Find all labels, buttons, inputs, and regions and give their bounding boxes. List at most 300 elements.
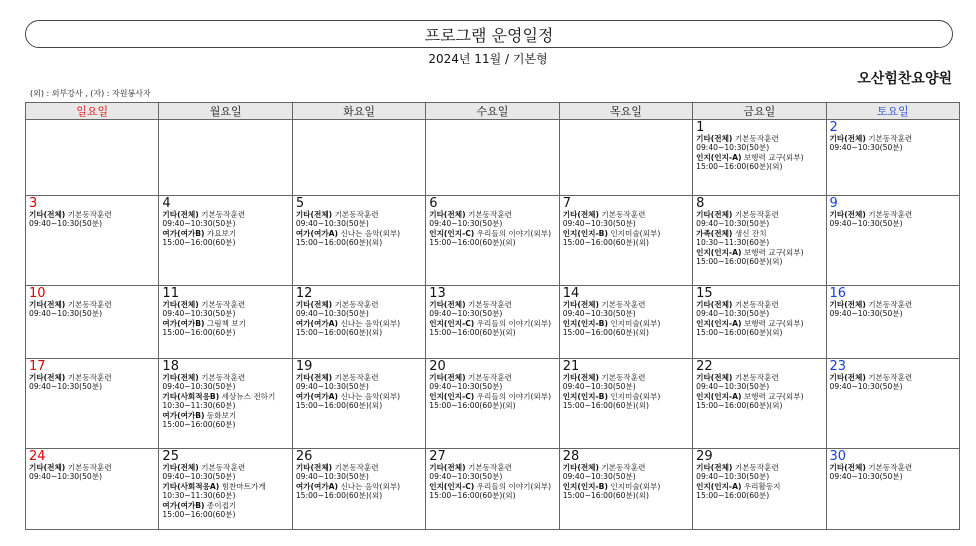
schedule-event [696, 300, 822, 319]
page-title: 프로그램 운영일정 [424, 25, 554, 45]
schedule-event [162, 411, 288, 430]
event-name: 기본동작훈련 [734, 373, 779, 382]
event-time: 15:00~16:00(60분)(외) [295, 401, 383, 411]
event-category: 인지(인지-A) [696, 481, 742, 491]
event-name: 기본동작훈련 [868, 210, 913, 219]
event-time: 15:00~16:00(60분) [696, 491, 770, 501]
event-time: 09:40~10:30(50분) [295, 382, 369, 392]
schedule-event [429, 210, 555, 229]
calendar-day-cell [159, 286, 292, 359]
calendar-day-cell [826, 449, 959, 530]
event-name: 보행력 교구(외부) [743, 247, 804, 257]
event-category: 인지(인지-C) [429, 318, 475, 328]
schedule-event [29, 210, 155, 229]
day-number: 11 [162, 286, 179, 301]
event-time: 15:00~16:00(60분)(외) [429, 401, 516, 411]
schedule-event [429, 229, 555, 248]
event-name: 기본동작훈련 [868, 134, 913, 143]
calendar-day-cell [292, 359, 425, 449]
event-category: 기타(전체) [696, 373, 733, 382]
calendar-day-cell [426, 449, 559, 530]
event-name: 기본동작훈련 [334, 300, 379, 309]
event-time: 15:00~16:00(60분) [162, 510, 236, 520]
event-category: 기타(전체) [829, 134, 866, 143]
event-time: 09:40~10:30(50분) [295, 472, 369, 482]
event-name: 생신 잔치 [734, 228, 767, 238]
event-category: 기타(전체) [295, 300, 333, 309]
event-time: 15:00~16:00(60분)(외) [562, 238, 650, 248]
event-category: 기타(전체) [29, 373, 66, 382]
calendar-day-cell [559, 286, 692, 359]
event-name: 기본동작훈련 [467, 373, 512, 382]
event-category: 여가(여가B) [162, 318, 205, 328]
weekday-header: 화요일 [292, 103, 425, 120]
event-category: 기타(전체) [829, 300, 866, 309]
event-category: 인지(인지-C) [429, 481, 475, 491]
weekday-header: 수요일 [426, 103, 559, 120]
event-name: 기본동작훈련 [601, 300, 646, 309]
calendar-week-row [26, 286, 960, 359]
event-time: 10:30~11:30(60분) [162, 491, 236, 501]
day-number: 7 [562, 196, 571, 211]
schedule-event [429, 482, 555, 501]
weekday-header: 일요일 [26, 103, 159, 120]
event-category: 기타(전체) [429, 210, 466, 219]
calendar-day-cell [693, 120, 826, 196]
schedule-event [563, 229, 689, 248]
day-number: 30 [829, 449, 847, 464]
event-name: 기본동작훈련 [67, 463, 112, 472]
event-time: 09:40~10:30(50분) [562, 382, 636, 392]
event-name: 신나는 음악(외부) [340, 481, 401, 491]
schedule-event [696, 319, 822, 338]
schedule-event [696, 482, 822, 501]
schedule-event [563, 392, 689, 411]
day-number: 21 [562, 359, 580, 374]
event-time: 15:00~16:00(60분)(외) [696, 257, 783, 267]
event-category: 인지(인지-C) [429, 228, 475, 238]
day-number: 28 [562, 449, 580, 464]
event-time: 09:40~10:30(50분) [162, 382, 236, 392]
event-time: 15:00~16:00(60분)(외) [429, 328, 516, 338]
schedule-event [696, 210, 822, 229]
schedule-event [29, 463, 155, 482]
event-time: 09:40~10:30(50분) [829, 472, 903, 482]
event-name: 우리들의 이야기(외부) [476, 228, 552, 238]
calendar-day-cell [559, 196, 692, 286]
calendar-day-cell [559, 359, 692, 449]
event-name: 기본동작훈련 [67, 373, 112, 382]
event-time: 09:40~10:30(50분) [162, 309, 236, 319]
event-name: 인지미술(외부) [610, 481, 661, 491]
event-name: 기본동작훈련 [868, 463, 913, 472]
event-category: 여가(여가B) [162, 410, 205, 420]
legend-note: (외) : 외부강사 , (자) : 자원봉사자 [30, 89, 151, 98]
event-category: 기타(전체) [562, 463, 599, 472]
schedule-event [830, 210, 956, 229]
event-name: 우리들의 이야기(외부) [476, 481, 552, 491]
day-number: 6 [429, 196, 438, 211]
schedule-event [296, 300, 422, 319]
day-number: 17 [29, 359, 46, 374]
day-number: 14 [562, 286, 580, 301]
calendar-day-cell [292, 196, 425, 286]
calendar-day-cell [826, 286, 959, 359]
calendar-day-cell [26, 449, 159, 530]
event-name: 기본동작훈련 [334, 210, 379, 219]
day-number: 5 [295, 196, 305, 211]
event-category: 여가(여가B) [162, 228, 205, 238]
calendar-day-cell [159, 120, 292, 196]
event-name: 보행력 교구(외부) [743, 152, 804, 162]
schedule-event [429, 300, 555, 319]
event-category: 기타(전체) [162, 373, 199, 382]
event-category: 여가(여가B) [162, 500, 205, 510]
day-number: 20 [429, 359, 446, 374]
event-category: 기타(전체) [829, 210, 866, 219]
event-name: 기본동작훈련 [201, 210, 246, 219]
calendar-day-cell [426, 359, 559, 449]
event-name: 종이접기 [206, 500, 237, 510]
weekday-header: 월요일 [159, 103, 292, 120]
day-number: 18 [162, 359, 179, 374]
event-name: 동화보기 [206, 410, 237, 420]
title-box [25, 20, 953, 48]
event-name: 기본동작훈련 [334, 373, 379, 382]
schedule-event [696, 373, 822, 392]
event-time: 09:40~10:30(50분) [696, 219, 770, 229]
calendar-day-cell [826, 359, 959, 449]
calendar-day-cell [26, 120, 159, 196]
schedule-event [296, 463, 422, 482]
event-name: 우리활동지 [743, 481, 781, 491]
event-category: 기타(전체) [562, 210, 599, 219]
page-subtitle: 2024년 11월 / 기본형 [428, 52, 548, 66]
schedule-event [29, 300, 155, 319]
day-number: 25 [162, 449, 179, 464]
calendar-day-cell [292, 286, 425, 359]
event-name: 기본동작훈련 [201, 373, 246, 382]
event-category: 기타(전체) [162, 463, 199, 472]
event-category: 기타(전체) [295, 210, 333, 219]
event-time: 09:40~10:30(50분) [29, 382, 103, 392]
event-name: 그림책 보기 [206, 318, 247, 328]
event-category: 인지(인지-A) [696, 318, 742, 328]
day-number: 4 [162, 196, 171, 211]
event-category: 기타(전체) [562, 373, 599, 382]
event-time: 15:00~16:00(60분)(외) [696, 401, 783, 411]
weekday-header: 금요일 [693, 103, 826, 120]
day-number: 15 [696, 286, 713, 301]
event-category: 기타(사회적응A) [162, 481, 220, 491]
event-time: 15:00~16:00(60분)(외) [429, 238, 516, 248]
day-number: 27 [429, 449, 446, 464]
schedule-event [830, 134, 956, 153]
calendar-day-cell [292, 120, 425, 196]
event-name: 기본동작훈련 [334, 463, 379, 472]
schedule-event [429, 373, 555, 392]
event-name: 기본동작훈련 [67, 300, 112, 309]
event-name: 우리들의 이야기(외부) [476, 318, 552, 328]
event-category: 인지(인지-B) [562, 228, 608, 238]
event-name: 세상뉴스 전하기 [221, 391, 276, 401]
calendar-week-row [26, 120, 960, 196]
schedule-event [696, 229, 822, 248]
day-number: 12 [295, 286, 313, 301]
event-name: 우리들의 이야기(외부) [476, 391, 552, 401]
organization-name: 오산힘찬요양원 [857, 71, 952, 87]
event-time: 09:40~10:30(50분) [829, 219, 903, 229]
event-category: 기타(전체) [829, 373, 866, 382]
event-category: 가족(전체) [696, 228, 733, 238]
event-time: 10:30~11:30(60분) [696, 238, 770, 248]
event-category: 인지(인지-A) [696, 391, 742, 401]
event-category: 기타(전체) [29, 463, 66, 472]
calendar-day-cell [559, 449, 692, 530]
calendar-day-cell [159, 196, 292, 286]
day-number: 9 [829, 196, 838, 211]
event-category: 기타(전체) [429, 300, 466, 309]
event-name: 보행력 교구(외부) [743, 391, 804, 401]
calendar-table [25, 102, 960, 530]
day-number: 2 [829, 120, 838, 135]
event-category: 인지(인지-B) [562, 481, 608, 491]
event-time: 09:40~10:30(50분) [29, 219, 103, 229]
schedule-event [162, 501, 288, 520]
event-category: 기타(전체) [829, 463, 866, 472]
schedule-event [296, 392, 422, 411]
calendar-day-cell [292, 449, 425, 530]
event-time: 15:00~16:00(60분)(외) [696, 162, 783, 172]
day-number: 16 [829, 286, 847, 301]
calendar-week-row [26, 359, 960, 449]
event-time: 09:40~10:30(50분) [429, 219, 503, 229]
schedule-event [296, 482, 422, 501]
calendar-day-cell [159, 359, 292, 449]
event-time: 09:40~10:30(50분) [696, 309, 770, 319]
schedule-event [162, 482, 288, 501]
schedule-event [563, 482, 689, 501]
schedule-event [830, 463, 956, 482]
event-name: 인지미술(외부) [610, 228, 661, 238]
day-number: 3 [29, 196, 38, 211]
schedule-event [429, 392, 555, 411]
event-category: 기타(전체) [696, 210, 733, 219]
event-name: 인지미술(외부) [610, 318, 661, 328]
calendar-week-row [26, 196, 960, 286]
event-category: 기타(전체) [696, 463, 733, 472]
schedule-event [830, 373, 956, 392]
event-name: 기본동작훈련 [601, 210, 646, 219]
event-category: 기타(전체) [162, 210, 199, 219]
schedule-event [296, 373, 422, 392]
event-name: 기본동작훈련 [467, 300, 512, 309]
event-category: 인지(인지-A) [696, 152, 742, 162]
day-number: 10 [29, 286, 46, 301]
event-time: 10:30~11:30(60분) [162, 401, 236, 411]
schedule-event [563, 373, 689, 392]
event-time: 09:40~10:30(50분) [429, 309, 503, 319]
calendar-day-cell [426, 196, 559, 286]
event-name: 신나는 음악(외부) [340, 318, 401, 328]
schedule-event [162, 392, 288, 411]
schedule-event [696, 134, 822, 153]
day-number: 8 [696, 196, 705, 211]
calendar-week-row [26, 449, 960, 530]
calendar-day-cell [693, 449, 826, 530]
event-time: 09:40~10:30(50분) [696, 382, 770, 392]
schedule-event [696, 153, 822, 172]
calendar-day-cell [426, 120, 559, 196]
weekday-header: 토요일 [826, 103, 959, 120]
event-time: 15:00~16:00(60분)(외) [562, 328, 650, 338]
schedule-event [29, 373, 155, 392]
event-time: 15:00~16:00(60분)(외) [696, 328, 783, 338]
schedule-event [296, 319, 422, 338]
calendar-day-cell [26, 286, 159, 359]
event-category: 기타(전체) [162, 300, 199, 309]
event-time: 15:00~16:00(60분)(외) [562, 401, 650, 411]
event-time: 09:40~10:30(50분) [829, 382, 903, 392]
event-name: 기본동작훈련 [601, 463, 646, 472]
event-name: 힘찬마트가게 [221, 481, 266, 491]
event-time: 15:00~16:00(60분) [162, 328, 236, 338]
schedule-event [696, 392, 822, 411]
event-category: 인지(인지-B) [562, 318, 608, 328]
day-number: 29 [696, 449, 713, 464]
calendar-day-cell [826, 196, 959, 286]
event-time: 09:40~10:30(50분) [29, 309, 103, 319]
event-category: 인지(인지-C) [429, 391, 475, 401]
schedule-event [696, 463, 822, 482]
event-time: 15:00~16:00(60분)(외) [295, 491, 383, 501]
event-category: 여가(여가A) [295, 228, 339, 238]
calendar-day-cell [693, 359, 826, 449]
event-time: 09:40~10:30(50분) [829, 309, 903, 319]
event-name: 기본동작훈련 [868, 373, 913, 382]
event-time: 09:40~10:30(50분) [696, 143, 770, 153]
event-time: 09:40~10:30(50분) [429, 382, 503, 392]
event-time: 09:40~10:30(50분) [562, 309, 636, 319]
day-number: 23 [829, 359, 847, 374]
calendar-day-cell [693, 196, 826, 286]
calendar-day-cell [26, 359, 159, 449]
schedule-event [696, 248, 822, 267]
day-number: 24 [29, 449, 46, 464]
event-name: 기본동작훈련 [734, 463, 779, 472]
calendar-day-cell [826, 120, 959, 196]
day-number: 26 [295, 449, 313, 464]
day-number: 13 [429, 286, 446, 301]
calendar-day-cell [559, 120, 692, 196]
event-time: 09:40~10:30(50분) [295, 309, 369, 319]
event-category: 기타(전체) [696, 300, 733, 309]
event-category: 기타(전체) [696, 134, 733, 143]
event-time: 15:00~16:00(60분)(외) [429, 491, 516, 501]
calendar-day-cell [26, 196, 159, 286]
schedule-event [830, 300, 956, 319]
event-category: 기타(전체) [562, 300, 599, 309]
schedule-event [162, 229, 288, 248]
event-category: 기타(전체) [29, 300, 66, 309]
event-category: 여가(여가A) [295, 481, 339, 491]
event-time: 09:40~10:30(50분) [562, 472, 636, 482]
event-name: 기본동작훈련 [734, 210, 779, 219]
event-time: 15:00~16:00(60분) [162, 238, 236, 248]
event-category: 여가(여가A) [295, 391, 339, 401]
schedule-event [429, 319, 555, 338]
schedule-event [429, 463, 555, 482]
event-time: 09:40~10:30(50분) [696, 472, 770, 482]
event-name: 신나는 음악(외부) [340, 391, 401, 401]
event-name: 기본동작훈련 [601, 373, 646, 382]
event-name: 보행력 교구(외부) [743, 318, 804, 328]
event-category: 기타(전체) [429, 463, 466, 472]
schedule-event [162, 463, 288, 482]
day-number: 1 [696, 120, 705, 135]
event-category: 기타(전체) [295, 373, 333, 382]
schedule-event [162, 210, 288, 229]
event-name: 기본동작훈련 [467, 463, 512, 472]
event-category: 기타(전체) [295, 463, 333, 472]
schedule-event [563, 210, 689, 229]
event-name: 기본동작훈련 [467, 210, 512, 219]
day-number: 19 [295, 359, 313, 374]
event-category: 인지(인지-B) [562, 391, 608, 401]
event-name: 기본동작훈련 [734, 134, 779, 143]
schedule-event [563, 300, 689, 319]
event-time: 09:40~10:30(50분) [162, 472, 236, 482]
event-time: 09:40~10:30(50분) [829, 143, 903, 153]
schedule-event [563, 463, 689, 482]
event-time: 15:00~16:00(60분)(외) [295, 238, 383, 248]
schedule-event [563, 319, 689, 338]
calendar-day-cell [693, 286, 826, 359]
event-name: 기본동작훈련 [67, 210, 112, 219]
event-time: 09:40~10:30(50분) [562, 219, 636, 229]
event-name: 기본동작훈련 [201, 300, 246, 309]
event-time: 15:00~16:00(60분)(외) [295, 328, 383, 338]
event-category: 여가(여가A) [295, 318, 339, 328]
event-time: 09:40~10:30(50분) [429, 472, 503, 482]
day-number: 22 [696, 359, 713, 374]
event-time: 09:40~10:30(50분) [295, 219, 369, 229]
event-name: 기본동작훈련 [868, 300, 913, 309]
event-category: 기타(전체) [429, 373, 466, 382]
schedule-event [162, 300, 288, 319]
event-name: 가요보기 [206, 228, 237, 238]
schedule-event [296, 229, 422, 248]
event-category: 기타(사회적응B) [162, 391, 220, 401]
schedule-event [162, 319, 288, 338]
event-time: 09:40~10:30(50분) [29, 472, 103, 482]
schedule-event [162, 373, 288, 392]
event-name: 인지미술(외부) [610, 391, 661, 401]
event-name: 기본동작훈련 [734, 300, 779, 309]
weekday-header-row [26, 103, 960, 120]
event-time: 09:40~10:30(50분) [162, 219, 236, 229]
event-time: 15:00~16:00(60분)(외) [562, 491, 650, 501]
event-time: 15:00~16:00(60분) [162, 420, 236, 430]
event-name: 신나는 음악(외부) [340, 228, 401, 238]
event-category: 인지(인지-A) [696, 247, 742, 257]
calendar-day-cell [159, 449, 292, 530]
weekday-header: 목요일 [559, 103, 692, 120]
event-name: 기본동작훈련 [201, 463, 246, 472]
event-category: 기타(전체) [29, 210, 66, 219]
calendar-day-cell [426, 286, 559, 359]
schedule-event [296, 210, 422, 229]
